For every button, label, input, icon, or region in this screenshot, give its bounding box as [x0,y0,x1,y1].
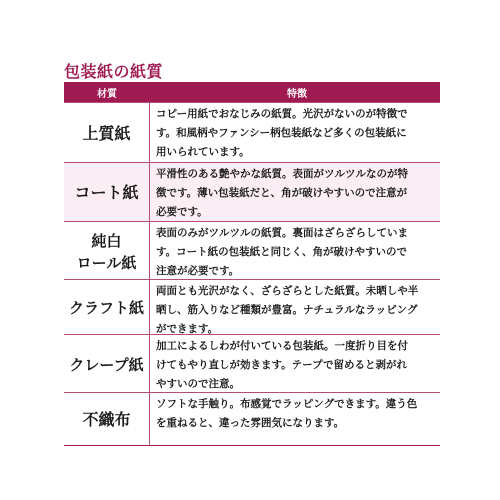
header-feature: 特徴 [287,88,307,100]
table-row [64,162,440,221]
header-material: 材質 [97,88,117,100]
table-row [64,392,440,445]
material-description: 平滑性のある艶やかな紙質。表面がツルツルなのが特 徴です。薄い包装紙だと、角が破けやすいので注意が 必要です。 [156,168,408,218]
material-description: コピー用紙でおなじみの紙質。光沢がないのが特徴で す。和風柄やファンシー柄包装紙など多くの包装紙に 用いられています。 [156,108,408,158]
material-description: 表面のみがツルツルの紙質。裏面はざらざらしていま す。コート紙の包装紙と同じく、角が破けやすいので 注意が必要です。 [156,227,408,277]
table-row [64,102,440,162]
table-row [64,279,440,334]
material-name: 上質紙 [64,103,150,162]
material-description: ソフトな手触り。布感覚でラッピングできます。違う色 を重ねると、違った雰囲気になります。 [156,398,418,429]
table-row [64,334,440,392]
material-name: コート紙 [64,163,150,221]
material-name: クラフト紙 [64,280,150,334]
paper-type-table [64,82,440,446]
material-description: 加工によるしわが付いている包装紙。一度折り目を付 けてもやり直しが効きます。テープで留めると剥がれ やすいので注意。 [156,340,408,390]
table-row [64,221,440,279]
material-name: 不織布 [64,393,150,445]
material-description: 両面とも光沢がなく、ざらざらとした紙質。未晒しや半 晒し、筋入りなど種類が豊富。ナチュラルなラッピング ができます。 [156,285,419,335]
material-name: 純白 ロール紙 [64,222,150,279]
material-name: クレープ紙 [64,335,150,392]
page-title: 包装紙の紙質 [64,62,164,81]
table-header [64,82,440,102]
